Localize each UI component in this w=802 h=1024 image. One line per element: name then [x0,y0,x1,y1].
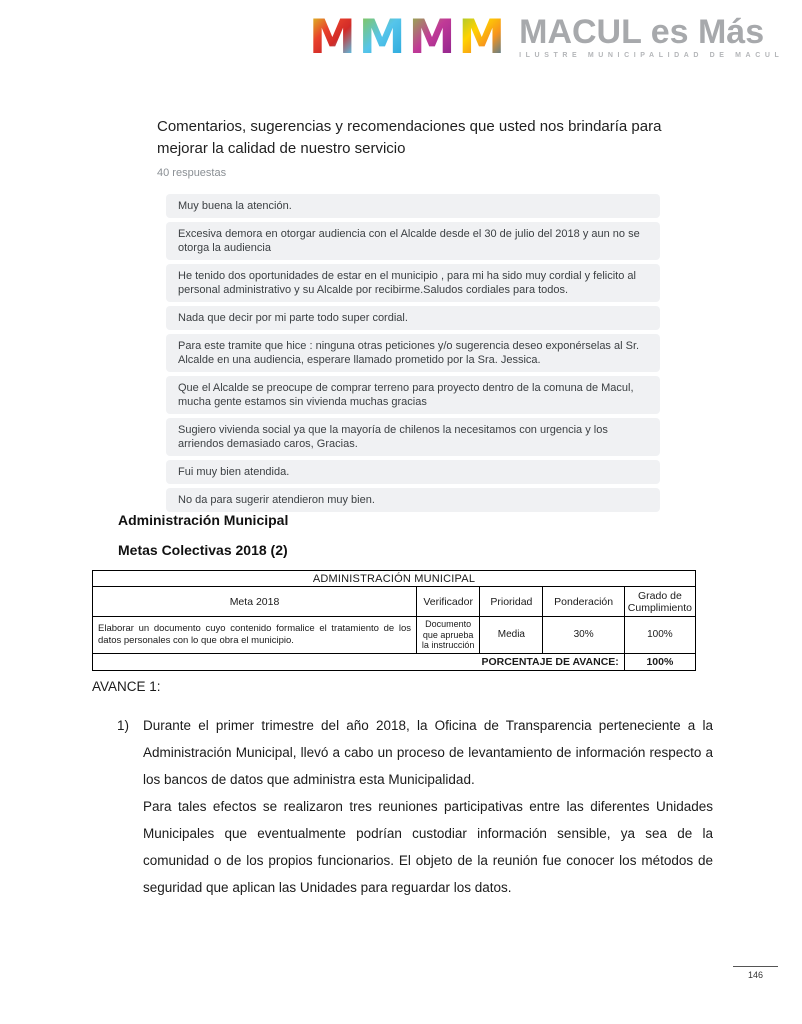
municipality-logo [308,12,783,64]
section-heading-administracion: Administración Municipal [118,512,289,528]
survey-response-item: He tenido dos oportunidades de estar en el municipio , para mi ha sido muy cordial y felicito al personal administrativo y su Alcalde por recibirme.Saludos cordiales para todos. [166,264,660,302]
logo-letter-m: M [408,10,457,65]
column-header-ponderacion: Ponderación [543,587,624,617]
cell-grado: 100% [624,617,695,654]
logo-letter-m: M [358,10,407,65]
column-header-verificador: Verificador [417,587,480,617]
logo-text-block [519,15,783,59]
logo-mmmm-icon [308,12,507,64]
survey-responses-list [166,194,660,516]
table-footer-row [93,653,696,670]
table-title-row [93,571,696,587]
survey-response-item: No da para sugerir atendieron muy bien. [166,488,660,512]
cell-ponderacion: 30% [543,617,624,654]
logo-wordmark: MACUL es Más [519,13,765,51]
metas-table [92,570,696,671]
survey-response-item: Que el Alcalde se preocupe de comprar terreno para proyecto dentro de la comuna de Macul, mucha gente estamos sin vivienda muchas gracias [166,376,660,414]
survey-response-item: Nada que decir por mi parte todo super cordial. [166,306,660,330]
column-header-prioridad: Prioridad [480,587,543,617]
avance-list-item [117,712,713,793]
cell-verificador: Documento que aprueba la instrucción [417,617,480,654]
survey-response-item: Fui muy bien atendida. [166,460,660,484]
column-header-meta: Meta 2018 [93,587,417,617]
survey-response-item: Sugiero vivienda social ya que la mayoría de chilenos la necesitamos con urgencia y los arriendos demasiado caros, Gracias. [166,418,660,456]
logo-letter-m: M [309,10,357,65]
column-header-grado: Grado de Cumplimiento [624,587,695,617]
table-row [93,617,696,654]
survey-response-item: Muy buena la atención. [166,194,660,218]
survey-responses-count: 40 respuestas [157,167,227,179]
avance-paragraph-2: Para tales efectos se realizaron tres reuniones participativas entre las diferentes Unidades Municipales que eventualmente podrían custodiar información sensible, ya sea de la comunidad o de los propios funcionarios. El objeto de la reunión fue conocer los métodos de seguridad que aplican las Unidades para reguardar los datos. [143,799,713,895]
table-footer-label: PORCENTAJE DE AVANCE: [93,653,625,670]
survey-response-item: Excesiva demora en otorgar audiencia con el Alcalde desde el 30 de julio del 2018 y aun no se otorga la audiencia [166,222,660,260]
section-heading-metas: Metas Colectivas 2018 (2) [118,542,288,558]
cell-prioridad: Media [480,617,543,654]
avance-heading: AVANCE 1: [92,679,161,694]
logo-letter-m: M [458,10,507,65]
table-title: ADMINISTRACIÓN MUNICIPAL [93,571,696,587]
survey-question-title: Comentarios, sugerencias y recomendaciones que usted nos brindaría para mejorar la calidad de nuestro servicio [157,118,662,157]
table-footer-value: 100% [624,653,695,670]
table-header-row [93,587,696,617]
cell-meta: Elaborar un documento cuyo contenido formalice el tratamiento de los datos personales con lo que obra el municipio. [93,617,417,654]
logo-tagline: ILUSTRE MUNICIPALIDAD DE MACUL [519,52,784,59]
list-item-number: 1) [117,718,130,733]
avance-paragraph-1: Durante el primer trimestre del año 2018, la Oficina de Transparencia perteneciente a la Administración Municipal, llevó a cabo un proceso de levantamiento de información respecto a los bancos de datos que administra esta Municipalidad. [143,718,713,787]
survey-response-item: Para este tramite que hice : ninguna otras peticiones y/o sugerencia deseo exponérselas al Sr. Alcalde en una audiencia, esperare llamado prometido por la Sra. Jessica. [166,334,660,372]
page-number: 146 [733,966,778,980]
